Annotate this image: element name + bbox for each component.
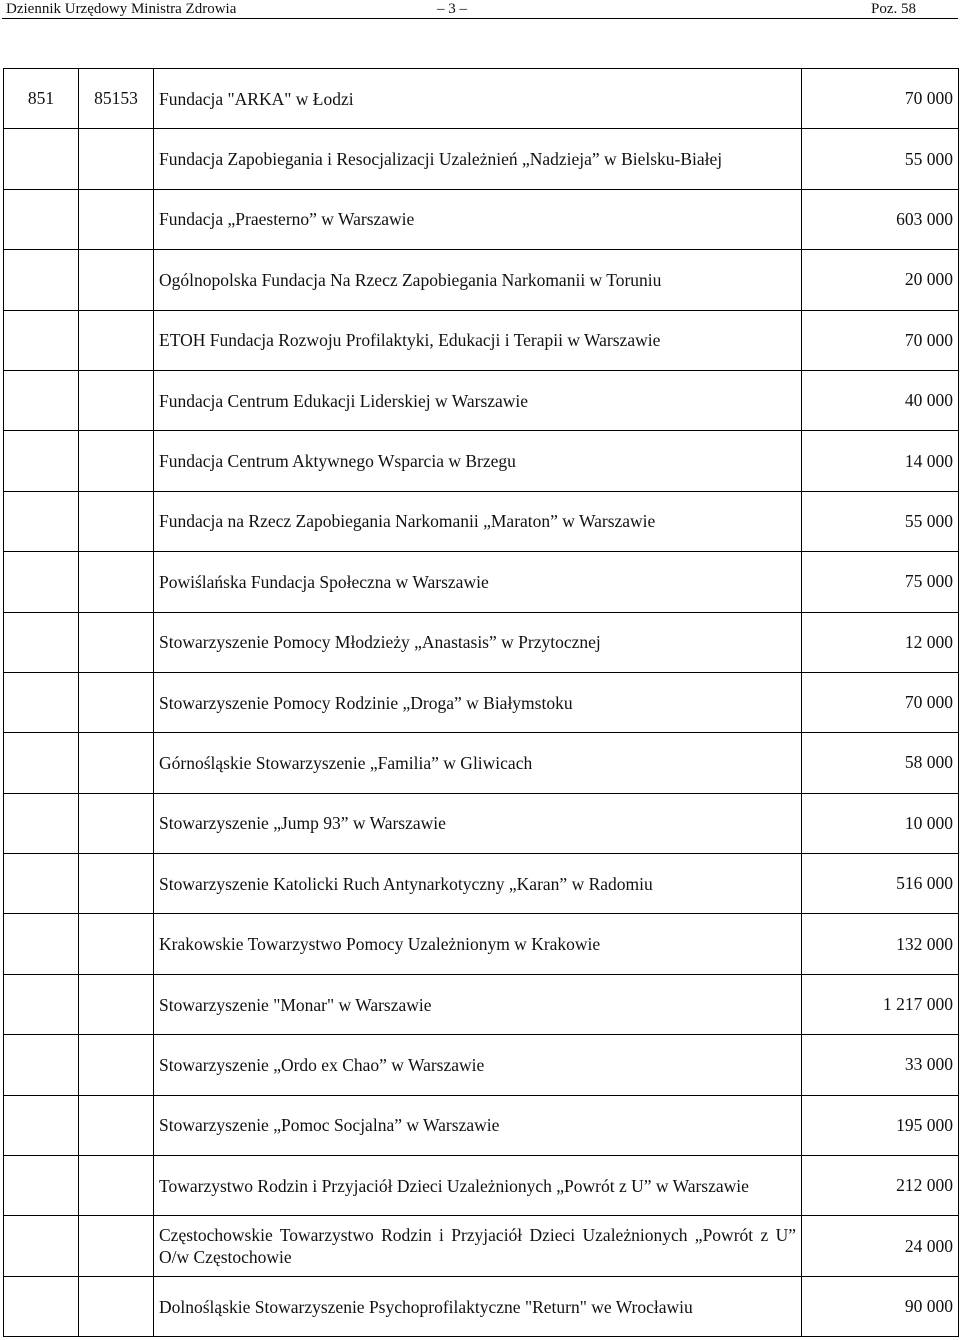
grant-amount: 40 000 xyxy=(802,370,959,430)
table-row xyxy=(4,310,959,370)
organization-name: Powiślańska Fundacja Społeczna w Warszawie xyxy=(154,552,802,612)
rozdzial-cell xyxy=(79,1156,154,1216)
grant-amount: 70 000 xyxy=(802,69,959,129)
page-number: – 3 – xyxy=(437,1,467,17)
grant-amount: 90 000 xyxy=(802,1276,959,1336)
table-row xyxy=(4,1216,959,1276)
table-row xyxy=(4,672,959,732)
table-row xyxy=(4,854,959,914)
organization-name: Fundacja "ARKA" w Łodzi xyxy=(154,69,802,129)
dzial-cell xyxy=(4,1216,79,1276)
dzial-cell xyxy=(4,250,79,310)
organization-name: Fundacja Zapobiegania i Resocjalizacji Uzależnień „Nadzieja” w Bielsku-Białej xyxy=(154,129,802,189)
table-row xyxy=(4,1095,959,1155)
dzial-cell xyxy=(4,491,79,551)
grant-amount: 10 000 xyxy=(802,793,959,853)
organization-name: Krakowskie Towarzystwo Pomocy Uzależnionym w Krakowie xyxy=(154,914,802,974)
dzial-cell xyxy=(4,370,79,430)
rozdzial-cell xyxy=(79,974,154,1034)
organization-name: Fundacja Centrum Edukacji Liderskiej w Warszawie xyxy=(154,370,802,430)
organization-name: Częstochowskie Towarzystwo Rodzin i Przyjaciół Dzieci Uzależnionych „Powrót z U” O/w Częstochowie xyxy=(154,1216,802,1276)
dzial-cell xyxy=(4,733,79,793)
rozdzial-cell xyxy=(79,1035,154,1095)
organization-name: Górnośląskie Stowarzyszenie „Familia” w Gliwicach xyxy=(154,733,802,793)
grant-amount: 12 000 xyxy=(802,612,959,672)
grant-amount: 55 000 xyxy=(802,491,959,551)
grant-amount: 20 000 xyxy=(802,250,959,310)
rozdzial-cell xyxy=(79,1216,154,1276)
table-row xyxy=(4,974,959,1034)
organization-name: Towarzystwo Rodzin i Przyjaciół Dzieci Uzależnionych „Powrót z U” w Warszawie xyxy=(154,1156,802,1216)
dzial-cell xyxy=(4,854,79,914)
grant-amount: 58 000 xyxy=(802,733,959,793)
rozdzial-cell xyxy=(79,370,154,430)
organization-name: Dolnośląskie Stowarzyszenie Psychoprofilaktyczne "Return" we Wrocławiu xyxy=(154,1276,802,1336)
dzial-cell xyxy=(4,1095,79,1155)
grant-amount: 70 000 xyxy=(802,310,959,370)
table-row xyxy=(4,552,959,612)
organization-name: Stowarzyszenie Pomocy Rodzinie „Droga” w Białymstoku xyxy=(154,672,802,732)
rozdzial-cell xyxy=(79,431,154,491)
table-row xyxy=(4,370,959,430)
rozdzial-cell xyxy=(79,612,154,672)
dzial-cell xyxy=(4,914,79,974)
table-row xyxy=(4,1156,959,1216)
journal-title: Dziennik Urzędowy Ministra Zdrowia xyxy=(6,1,237,17)
table-row xyxy=(4,491,959,551)
dzial-cell xyxy=(4,1276,79,1336)
organization-name: Stowarzyszenie "Monar" w Warszawie xyxy=(154,974,802,1034)
table-row xyxy=(4,733,959,793)
rozdzial-cell xyxy=(79,129,154,189)
table-row xyxy=(4,914,959,974)
page-header xyxy=(0,0,960,20)
rozdzial-cell xyxy=(79,914,154,974)
grant-amount: 516 000 xyxy=(802,854,959,914)
organization-name: Stowarzyszenie „Ordo ex Chao” w Warszawie xyxy=(154,1035,802,1095)
organization-name: Stowarzyszenie „Jump 93” w Warszawie xyxy=(154,793,802,853)
rozdzial-cell xyxy=(79,310,154,370)
grants-table-body xyxy=(4,69,959,1337)
organization-name: ETOH Fundacja Rozwoju Profilaktyki, Edukacji i Terapii w Warszawie xyxy=(154,310,802,370)
organization-name: Fundacja Centrum Aktywnego Wsparcia w Brzegu xyxy=(154,431,802,491)
table-row xyxy=(4,793,959,853)
organization-name: Stowarzyszenie Katolicki Ruch Antynarkotyczny „Karan” w Radomiu xyxy=(154,854,802,914)
organization-name: Fundacja na Rzecz Zapobiegania Narkomanii „Maraton” w Warszawie xyxy=(154,491,802,551)
grant-amount: 55 000 xyxy=(802,129,959,189)
dzial-cell xyxy=(4,1156,79,1216)
grant-amount: 14 000 xyxy=(802,431,959,491)
rozdzial-cell: 85153 xyxy=(79,69,154,129)
grant-amount: 603 000 xyxy=(802,189,959,249)
rozdzial-cell xyxy=(79,672,154,732)
dzial-cell xyxy=(4,431,79,491)
grants-table xyxy=(3,68,959,1337)
grant-amount: 75 000 xyxy=(802,552,959,612)
grant-amount: 24 000 xyxy=(802,1216,959,1276)
grant-amount: 1 217 000 xyxy=(802,974,959,1034)
rozdzial-cell xyxy=(79,552,154,612)
organization-name: Fundacja „Praesterno” w Warszawie xyxy=(154,189,802,249)
organization-name: Ogólnopolska Fundacja Na Rzecz Zapobiegania Narkomanii w Toruniu xyxy=(154,250,802,310)
dzial-cell xyxy=(4,612,79,672)
table-row xyxy=(4,1276,959,1336)
dzial-cell xyxy=(4,1035,79,1095)
table-row xyxy=(4,1035,959,1095)
grant-amount: 70 000 xyxy=(802,672,959,732)
grant-amount: 195 000 xyxy=(802,1095,959,1155)
rozdzial-cell xyxy=(79,854,154,914)
grant-amount: 212 000 xyxy=(802,1156,959,1216)
dzial-cell xyxy=(4,189,79,249)
table-row xyxy=(4,612,959,672)
grant-amount: 33 000 xyxy=(802,1035,959,1095)
grant-amount: 132 000 xyxy=(802,914,959,974)
table-row xyxy=(4,250,959,310)
dzial-cell xyxy=(4,310,79,370)
table-row xyxy=(4,431,959,491)
dzial-cell xyxy=(4,129,79,189)
dzial-cell xyxy=(4,672,79,732)
dzial-cell: 851 xyxy=(4,69,79,129)
rozdzial-cell xyxy=(79,491,154,551)
organization-name: Stowarzyszenie Pomocy Młodzieży „Anastasis” w Przytocznej xyxy=(154,612,802,672)
dzial-cell xyxy=(4,552,79,612)
table-row xyxy=(4,69,959,129)
dzial-cell xyxy=(4,793,79,853)
rozdzial-cell xyxy=(79,793,154,853)
organization-name: Stowarzyszenie „Pomoc Socjalna” w Warszawie xyxy=(154,1095,802,1155)
rozdzial-cell xyxy=(79,1095,154,1155)
position-number: Poz. 58 xyxy=(871,1,916,17)
table-row xyxy=(4,129,959,189)
rozdzial-cell xyxy=(79,1276,154,1336)
rozdzial-cell xyxy=(79,733,154,793)
dzial-cell xyxy=(4,974,79,1034)
rozdzial-cell xyxy=(79,250,154,310)
rozdzial-cell xyxy=(79,189,154,249)
header-rule xyxy=(2,18,958,19)
table-row xyxy=(4,189,959,249)
